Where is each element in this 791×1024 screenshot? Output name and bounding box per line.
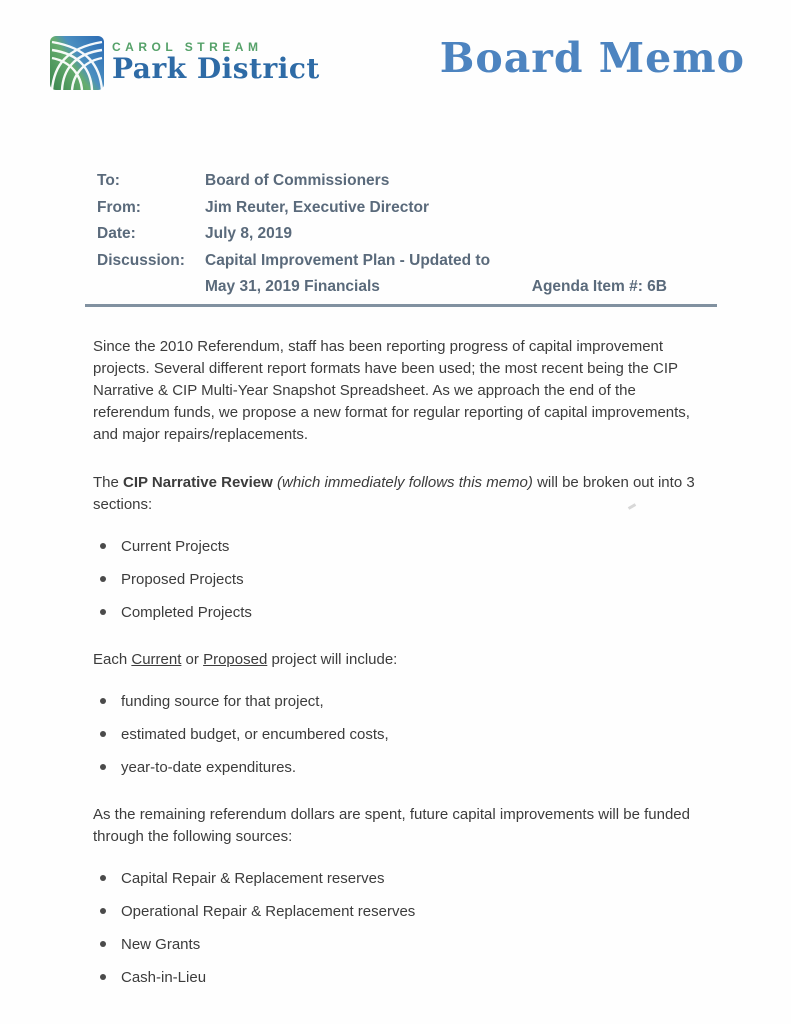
- memo-label-date: Date:: [97, 225, 136, 242]
- paragraph-funding-sources: As the remaining referendum dollars are spent, future capital improvements will be funded through the following sources:: [93, 806, 690, 845]
- memo-value-date: July 8, 2019: [205, 225, 293, 242]
- memo-value-discussion: [205, 248, 717, 301]
- logo-park-district: Park District: [112, 52, 320, 85]
- agenda-item: Agenda Item #: 6B: [531, 278, 667, 295]
- para2-italic: (which immediately follows this memo): [272, 474, 533, 491]
- discussion-line-2-text: May 31, 2019 Financials: [205, 278, 380, 295]
- list-item: year-to-date expenditures.: [121, 757, 713, 778]
- para3-suffix: project will include:: [267, 651, 398, 668]
- list-item: estimated budget, or encumbered costs,: [121, 724, 713, 745]
- memo-row-to: [97, 168, 717, 195]
- discussion-line-1: Capital Improvement Plan - Updated to: [205, 251, 491, 269]
- memo-value-from: Jim Reuter, Executive Director: [205, 198, 429, 216]
- para3-underline-current: Current: [131, 651, 182, 668]
- para2-suffix: will be broken out into 3 sections:: [93, 474, 695, 513]
- paragraph-cip-narrative: [93, 472, 713, 516]
- page-title: Board Memo: [439, 34, 745, 82]
- memo-label-from: From:: [97, 198, 141, 216]
- list-item: Operational Repair & Replacement reserves: [121, 901, 713, 922]
- memo-body: [93, 336, 713, 1014]
- paragraph-intro: Since the 2010 Referendum, staff has been reporting progress of capital improvement projects. Several different report formats have been used; the most recent being the CIP Narrative & CIP Multi-Year Snapshot Spreadsheet. As we approach the end of the referendum funds, we propose a new format for regular reporting of capital improvements, and major repairs/replacements.: [93, 338, 690, 443]
- list-item: Completed Projects: [121, 602, 713, 623]
- list-item: funding source for that project,: [121, 691, 713, 712]
- carol-stream-park-district-logo: [50, 36, 320, 90]
- memo-label-to: To:: [97, 172, 120, 189]
- list-item: Cash-in-Lieu: [121, 967, 713, 988]
- para3-underline-proposed: Proposed: [203, 651, 268, 668]
- list-item: Capital Repair & Replacement reserves: [121, 868, 713, 889]
- header-divider: [85, 304, 717, 307]
- para2-prefix: The: [93, 474, 124, 491]
- memo-row-discussion: [97, 248, 717, 301]
- memo-row-date: [97, 221, 717, 248]
- memo-fields: [97, 168, 717, 301]
- list-item: New Grants: [121, 934, 713, 955]
- sections-list: [93, 536, 713, 623]
- project-include-list: [93, 691, 713, 778]
- para3-mid: or: [181, 651, 204, 668]
- paragraph-each-project: [93, 649, 713, 671]
- funding-sources-list: [93, 868, 713, 988]
- memo-row-from: [97, 195, 717, 222]
- para3-prefix: Each: [93, 651, 132, 668]
- park-district-logo-icon: [50, 36, 104, 90]
- logo-carol-stream: CAROL STREAM: [112, 40, 263, 54]
- para2-bold: CIP Narrative Review: [123, 474, 273, 491]
- discussion-line-2: [205, 274, 667, 301]
- list-item: Proposed Projects: [121, 569, 713, 590]
- memo-value-to: Board of Commissioners: [205, 172, 390, 189]
- list-item: Current Projects: [121, 536, 713, 557]
- memo-label-discussion: Discussion:: [97, 251, 185, 269]
- logo-text: [112, 36, 320, 83]
- page-header: [50, 36, 745, 90]
